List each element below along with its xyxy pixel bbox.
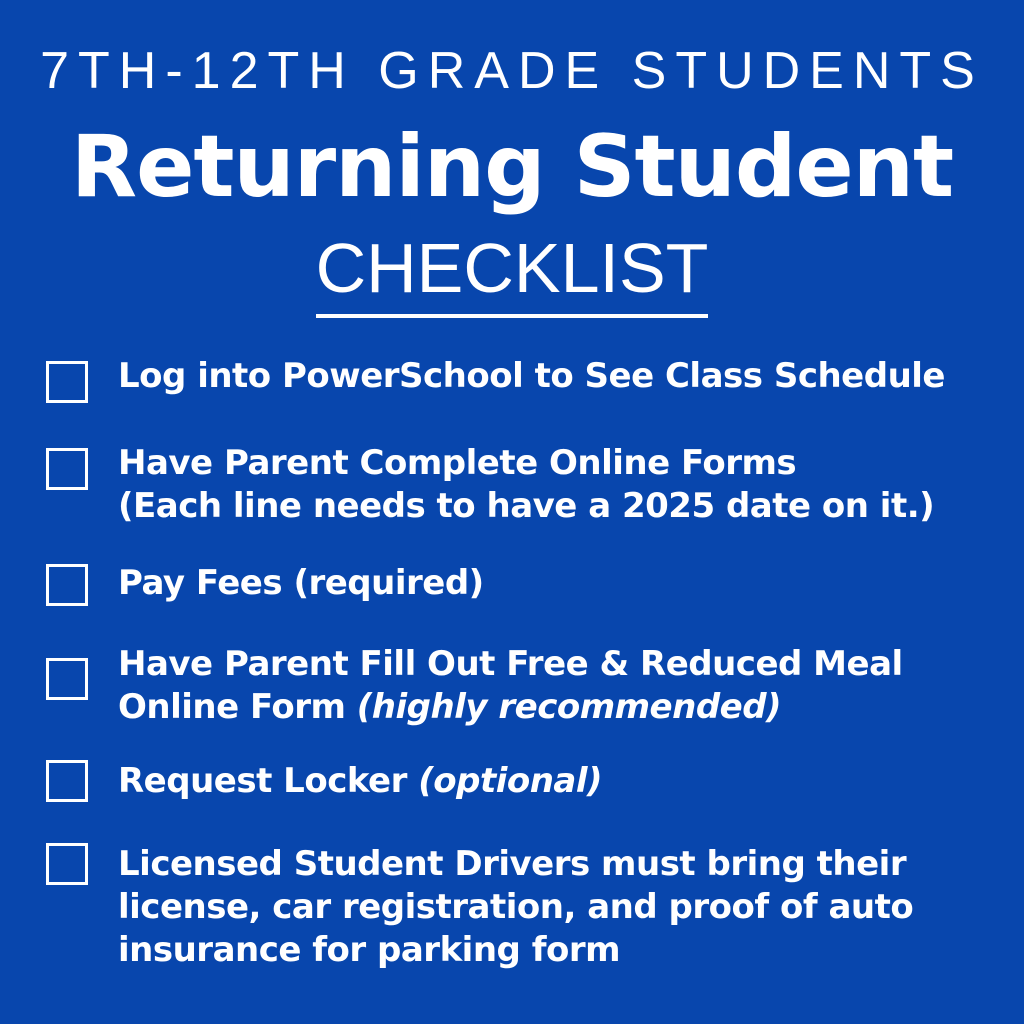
checklist-item-text: [118, 562, 998, 605]
item-line: Log into PowerSchool to See Class Schedule: [118, 356, 945, 396]
checkbox-icon[interactable]: [46, 448, 88, 490]
item-line: Pay Fees (required): [118, 563, 484, 603]
checklist-item-text: [118, 843, 998, 972]
item-line: Request Locker: [118, 761, 407, 801]
item-note: (optional): [418, 761, 603, 801]
checkbox-icon[interactable]: [46, 564, 88, 606]
item-line: license, car registration, and proof of auto: [118, 887, 914, 927]
item-line: Have Parent Fill Out Free & Reduced Meal: [118, 644, 903, 684]
checklist-item-text: [118, 442, 998, 528]
checklist-item-text: [118, 355, 998, 398]
item-line: Licensed Student Drivers must bring their: [118, 844, 907, 884]
checklist-subtitle: [0, 228, 1024, 318]
checkbox-icon[interactable]: [46, 760, 88, 802]
item-line: Have Parent Complete Online Forms: [118, 443, 797, 483]
checklist-item-text: [118, 643, 998, 729]
item-line: insurance for parking form: [118, 930, 621, 970]
page-title: Returning Student: [70, 117, 954, 217]
checklist-subtitle-text: CHECKLIST: [316, 228, 709, 318]
grade-range-heading: 7TH-12TH GRADE STUDENTS: [40, 42, 984, 100]
item-line: Online Form: [118, 687, 346, 727]
item-line-with-note: [118, 760, 998, 803]
checklist-item-text: [118, 760, 998, 803]
item-note: (highly recommended): [356, 687, 782, 727]
item-line: (Each line needs to have a 2025 date on it.): [118, 486, 935, 526]
checkbox-icon[interactable]: [46, 361, 88, 403]
checkbox-icon[interactable]: [46, 658, 88, 700]
checkbox-icon[interactable]: [46, 843, 88, 885]
item-line-with-note: [118, 686, 998, 729]
